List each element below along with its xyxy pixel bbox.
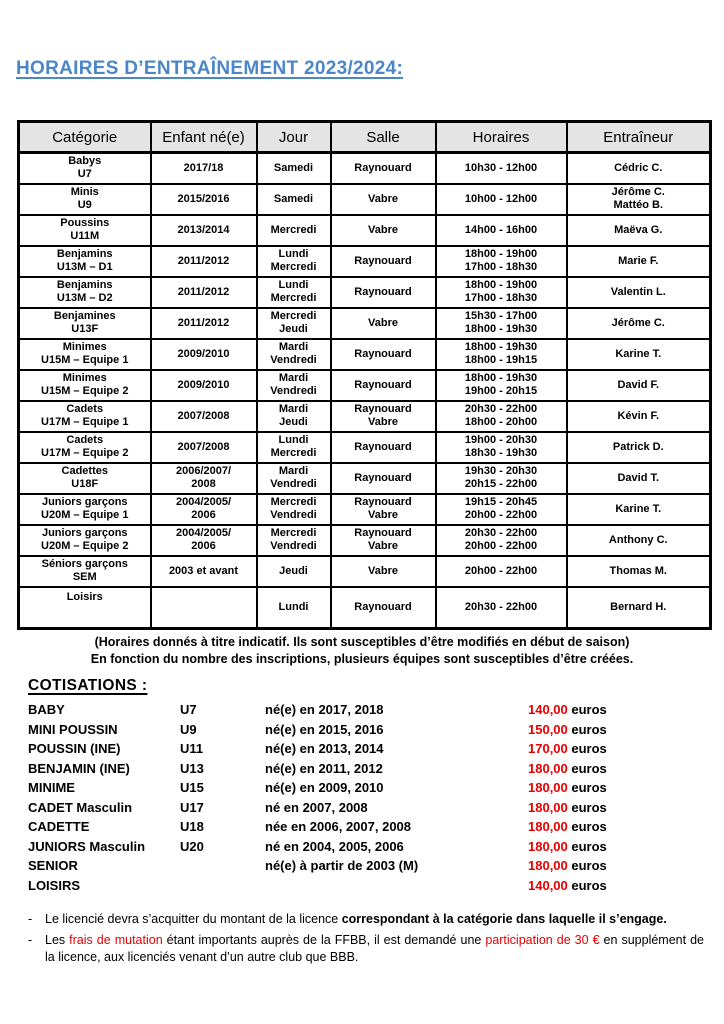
bullet-segment: Le licencié devra s’acquitter du montant de la licence [45,912,342,926]
cotisation-amount: 170,00 [528,741,568,756]
cotisation-row [28,778,724,798]
schedule-cell: Jérôme C. [567,308,711,339]
schedule-row [19,153,711,184]
schedule-row [19,494,711,525]
cotisation-price [528,856,724,876]
schedule-cell: 20h30 - 22h00 18h00 - 20h00 [436,401,567,432]
schedule-cell: Jeudi [257,556,331,587]
schedule-cell: Cadettes U18F [19,463,151,494]
cotisation-amount: 140,00 [528,702,568,717]
schedule-cell: Juniors garçons U20M – Equipe 2 [19,525,151,556]
schedule-cell: 18h00 - 19h00 17h00 - 18h30 [436,277,567,308]
cotisation-price [528,817,724,837]
schedule-row [19,308,711,339]
cotisation-label: CADET Masculin [28,799,133,815]
bullet-segment: Les [45,932,70,947]
schedule-cell: Lundi Mercredi [257,246,331,277]
schedule-cell: Cadets U17M – Equipe 1 [19,401,151,432]
cotisation-birth: né(e) à partir de 2003 (M) [265,858,419,873]
schedule-cell: Loisirs [19,587,151,629]
cotisation-unit: euros [567,877,607,893]
schedule-row [19,432,711,463]
schedule-header [19,122,711,153]
schedule-cell: 2007/2008 [151,432,257,463]
schedule-header-cell: Catégorie [19,122,151,153]
bullet-segment: frais de mutation [69,932,163,947]
schedule-cell: Marie F. [567,246,711,277]
cotisations-list [28,700,724,895]
cotisation-unit: euros [567,838,607,854]
cotisation-price [528,759,724,779]
schedule-header-cell: Salle [331,122,436,153]
schedule-cell: Mercredi Jeudi [257,308,331,339]
cotisation-category: U15 [180,780,204,795]
cotisation-row [28,856,724,876]
schedule-row [19,525,711,556]
bullet-segment: étant importants auprès de la FFBB, il est demandé une [162,932,486,947]
schedule-cell: Raynouard Vabre [331,494,436,525]
cotisation-category: U17 [180,799,204,815]
schedule-cell: Valentin L. [567,277,711,308]
cotisation-unit: euros [567,780,607,795]
schedule-cell: 18h00 - 19h30 18h00 - 19h15 [436,339,567,370]
bullet-item [28,911,704,929]
schedule-cell: Cédric C. [567,153,711,184]
schedule-header-cell: Entraîneur [567,122,711,153]
page-title: HORAIRES D’ENTRAÎNEMENT 2023/2024: [16,58,404,79]
cotisation-price [528,837,724,857]
schedule-cell: 2004/2005/ 2006 [151,525,257,556]
schedule-cell: 2009/2010 [151,339,257,370]
cotisation-birth: né(e) en 2015, 2016 [265,721,384,737]
note-line: (Horaires donnés à titre indicatif. Ils sont susceptibles d’être modifiés en début de saison) [94,635,630,649]
cotisation-amount: 180,00 [528,799,568,815]
cotisation-row [28,798,724,818]
schedule-cell: 10h00 - 12h00 [436,184,567,215]
schedule-cell: 2011/2012 [151,277,257,308]
cotisation-category: U9 [180,721,197,737]
schedule-cell: Bernard H. [567,587,711,629]
schedule-cell: Mercredi Vendredi [257,494,331,525]
schedule-cell: Minimes U15M – Equipe 2 [19,370,151,401]
schedule-cell: Thomas M. [567,556,711,587]
bullet-text [45,932,704,967]
schedule-cell: Mardi Jeudi [257,401,331,432]
cotisation-amount: 140,00 [528,877,568,893]
schedule-cell: 2011/2012 [151,308,257,339]
cotisation-unit: euros [567,721,607,737]
schedule-cell: Babys U7 [19,153,151,184]
cotisation-amount: 180,00 [528,780,568,795]
cotisation-amount: 180,00 [528,760,568,776]
schedule-cell: Benjamines U13F [19,308,151,339]
schedule-cell: 2004/2005/ 2006 [151,494,257,525]
schedule-row [19,339,711,370]
schedule-cell: 2003 et avant [151,556,257,587]
schedule-row [19,184,711,215]
schedule-cell: Mercredi [257,215,331,246]
bullet-segment: correspondant à la catégorie dans laquelle il s’engage. [341,912,667,926]
schedule-cell: 20h30 - 22h00 [436,587,567,629]
cotisation-category [180,876,265,896]
schedule-cell: Vabre [331,556,436,587]
schedule-row [19,556,711,587]
schedule-cell: Kévin F. [567,401,711,432]
schedule-row [19,587,711,629]
cotisation-birth: né(e) en 2011, 2012 [265,760,383,776]
cotisation-label: BENJAMIN (INE) [28,760,130,776]
cotisation-category: U7 [180,702,197,717]
schedule-cell: Raynouard [331,432,436,463]
cotisation-label: MINIME [28,780,75,795]
cotisation-birth [265,876,528,896]
schedule-cell: Benjamins U13M – D1 [19,246,151,277]
cotisation-amount: 180,00 [528,819,568,834]
schedule-cell: Samedi [257,184,331,215]
bullet-segment: participation de 30 € [485,932,600,947]
schedule-cell: Séniors garçons SEM [19,556,151,587]
cotisation-row [28,700,724,720]
schedule-cell: Karine T. [567,339,711,370]
schedule-cell: 2006/2007/ 2008 [151,463,257,494]
bullet-text [45,911,704,929]
schedule-row [19,215,711,246]
schedule-cell: Raynouard [331,587,436,629]
cotisation-birth: né(e) en 2013, 2014 [265,741,384,756]
schedule-cell: Lundi Mercredi [257,432,331,463]
schedule-cell: Samedi [257,153,331,184]
schedule-cell: Raynouard [331,277,436,308]
cotisation-unit: euros [567,858,607,873]
cotisation-row [28,817,724,837]
cotisation-label: JUNIORS Masculin [28,838,146,854]
cotisation-unit: euros [567,702,607,717]
cotisation-label: BABY [28,702,65,717]
schedule-cell: 18h00 - 19h30 19h00 - 20h15 [436,370,567,401]
schedule-row [19,277,711,308]
schedule-cell: Minis U9 [19,184,151,215]
cotisation-price [528,720,724,740]
cotisation-amount: 180,00 [528,858,568,873]
schedule-cell: Anthony C. [567,525,711,556]
schedule-cell: Vabre [331,308,436,339]
bullet-segment: en supplément de la licence, aux licenciés venant d’un autre club que BBB. [45,932,704,964]
schedule-cell: Mercredi Vendredi [257,525,331,556]
schedule-cell: Lundi [257,587,331,629]
cotisation-amount: 150,00 [528,721,568,737]
cotisation-row [28,759,724,779]
schedule-header-cell: Horaires [436,122,567,153]
schedule-cell: Mardi Vendredi [257,463,331,494]
schedule-cell: 18h00 - 19h00 17h00 - 18h30 [436,246,567,277]
cotisation-amount: 180,00 [528,838,568,854]
schedule-cell: Raynouard [331,463,436,494]
schedule-cell: Patrick D. [567,432,711,463]
cotisation-price [528,700,724,720]
cotisation-category: U20 [180,838,204,854]
schedule-cell: Mardi Vendredi [257,339,331,370]
cotisation-row [28,739,724,759]
cotisation-label: CADETTE [28,819,90,834]
bullet-item [28,932,704,967]
schedule-header-cell: Jour [257,122,331,153]
schedule-cell: David T. [567,463,711,494]
schedule-cell: Cadets U17M – Equipe 2 [19,432,151,463]
cotisation-label: POUSSIN (INE) [28,741,121,756]
cotisation-price [528,778,724,798]
schedule-cell: 14h00 - 16h00 [436,215,567,246]
cotisation-unit: euros [567,760,607,776]
schedule-cell: Juniors garçons U20M – Equipe 1 [19,494,151,525]
schedule-cell: Raynouard Vabre [331,525,436,556]
schedule-cell: Mardi Vendredi [257,370,331,401]
schedule-table [17,120,712,630]
footnote-bullets [28,911,704,967]
note-line: En fonction du nombre des inscriptions, plusieurs équipes sont susceptibles d’être créées. [90,652,634,666]
cotisation-category: U18 [180,819,204,834]
cotisation-label: MINI POUSSIN [28,721,118,737]
schedule-cell: Vabre [331,184,436,215]
cotisation-row [28,837,724,857]
schedule-cell: 19h00 - 20h30 18h30 - 19h30 [436,432,567,463]
schedule-cell: Raynouard Vabre [331,401,436,432]
schedule-cell: 2009/2010 [151,370,257,401]
schedule-header-cell: Enfant né(e) [151,122,257,153]
schedule-cell: David F. [567,370,711,401]
schedule-cell: Vabre [331,215,436,246]
cotisation-row [28,876,724,896]
schedule-row [19,401,711,432]
schedule-cell: Raynouard [331,339,436,370]
schedule-cell: Minimes U15M – Equipe 1 [19,339,151,370]
schedule-cell: Raynouard [331,370,436,401]
schedule-cell: Maëva G. [567,215,711,246]
schedule-cell: 2017/18 [151,153,257,184]
cotisation-label: SENIOR [28,858,78,873]
notes-block [0,634,724,668]
cotisation-price [528,876,724,896]
schedule-cell: Jérôme C. Mattéo B. [567,184,711,215]
schedule-row [19,246,711,277]
schedule-header-row [19,122,711,153]
cotisation-birth: né(e) en 2017, 2018 [265,702,384,717]
cotisation-birth: né(e) en 2009, 2010 [265,780,384,795]
bullet-marker: - [28,912,33,926]
schedule-cell: Poussins U11M [19,215,151,246]
schedule-row [19,463,711,494]
schedule-cell: Benjamins U13M – D2 [19,277,151,308]
schedule-cell: 2015/2016 [151,184,257,215]
schedule-cell: 2011/2012 [151,246,257,277]
schedule-cell: 19h15 - 20h45 20h00 - 22h00 [436,494,567,525]
schedule-cell: Lundi Mercredi [257,277,331,308]
cotisation-unit: euros [567,799,607,815]
schedule-cell: 10h30 - 12h00 [436,153,567,184]
cotisation-birth: né en 2004, 2005, 2006 [265,838,404,854]
cotisations-heading: COTISATIONS : [28,677,148,694]
cotisation-category [180,856,265,876]
cotisation-category: U13 [180,760,204,776]
schedule-cell: Karine T. [567,494,711,525]
cotisation-price [528,739,724,759]
schedule-row [19,370,711,401]
cotisation-birth: né en 2007, 2008 [265,799,368,815]
schedule-cell: 20h30 - 22h00 20h00 - 22h00 [436,525,567,556]
schedule-cell [151,587,257,629]
cotisation-category: U11 [180,741,204,756]
cotisation-unit: euros [567,819,607,834]
cotisation-unit: euros [567,741,607,756]
schedule-cell: 15h30 - 17h00 18h00 - 19h30 [436,308,567,339]
cotisation-birth: née en 2006, 2007, 2008 [265,819,412,834]
schedule-cell: 2013/2014 [151,215,257,246]
cotisation-row [28,720,724,740]
schedule-cell: 20h00 - 22h00 [436,556,567,587]
cotisation-price [528,798,724,818]
cotisation-label: LOISIRS [28,877,81,893]
schedule-cell: 19h30 - 20h30 20h15 - 22h00 [436,463,567,494]
schedule-cell: Raynouard [331,246,436,277]
schedule-body [19,153,711,629]
bullet-marker: - [28,932,33,947]
schedule-cell: Raynouard [331,153,436,184]
schedule-cell: 2007/2008 [151,401,257,432]
